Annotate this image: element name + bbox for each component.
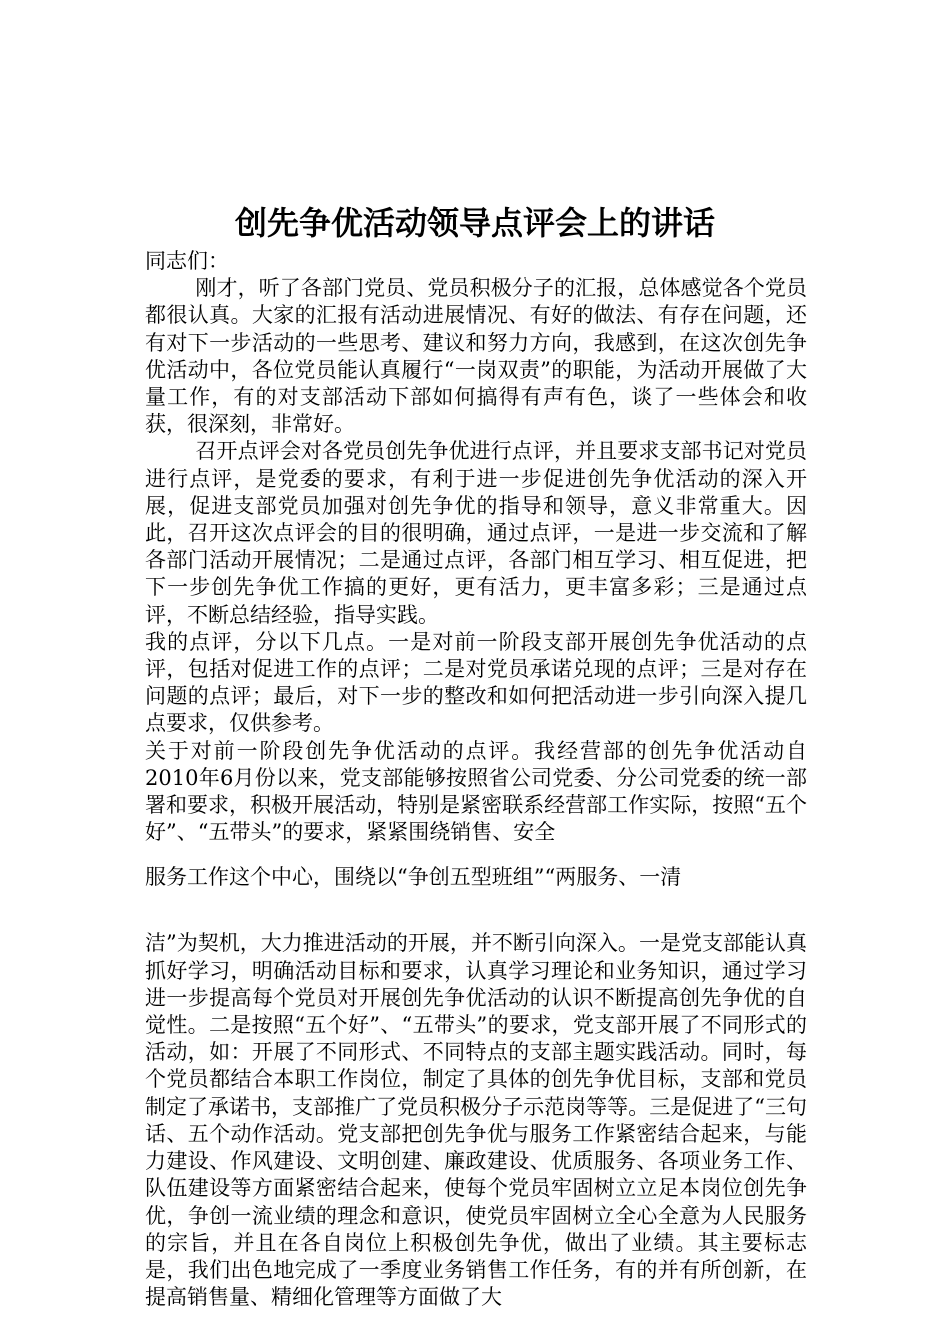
- paragraph-2: 召开点评会对各党员创先争优进行点评，并且要求支部书记对党员进行点评，是党委的要求，有利于进一步促进创先争优活动的深入开展，促进支部党员加强对创先争优的指导和领导，意义非常重大。因此，召开这次点评会的目的很明确，通过点评，一是进一步交流和了解各部门活动开展情况；二是通过点评，各部门相互学习、相互促进，把下一步创先争优工作搞的更好，更有活力，更丰富多彩；三是通过点评，不断总结经验，指导实践。: [145, 439, 807, 627]
- greeting: 同志们：: [145, 249, 229, 273]
- document-body: [145, 248, 807, 1311]
- paragraph-4-continued: 服务工作这个中心，围绕以“争创五型班组”“两服务、一清: [145, 865, 682, 890]
- paragraph-3: 我的点评，分以下几点。一是对前一阶段支部开展创先争优活动的点评，包括对促进工作的点评；二是对党员承诺兑现的点评；三是对存在问题的点评；最后，对下一步的整改和如何把活动进一步引向深入提几点要求，仅供参考。: [145, 629, 807, 736]
- paragraph-5: 洁”为契机，大力推进活动的开展，并不断引向深入。一是党支部能认真抓好学习，明确活动目标和要求，认真学习理论和业务知识，通过学习进一步提高每个党员对开展创先争优活动的认识不断提高创先争优的自觉性。二是按照“五个好”、“五带头”的要求，党支部开展了不同形式的活动，如：开展了不同形式、不同特点的支部主题实践活动。同时，每个党员都结合本职工作岗位，制定了具体的创先争优目标，支部和党员制定了承诺书，支部推广了党员积极分子示范岗等等。三是促进了“三句话、五个动作活动。党支部把创先争优与服务工作紧密结合起来，与能力建设、作风建设、文明创建、廉政建设、优质服务、各项业务工作、队伍建设等方面紧密结合起来，使每个党员牢固树立立足本岗位创先争优，争创一流业绩的理念和意识，使党员牢固树立全心全意为人民服务的宗旨，并且在各自岗位上积极创先争优，做出了业绩。其主要标志是，我们出色地完成了一季度业务销售工作任务，有的并有所创新，在提高销售量、精细化管理等方面做了大: [145, 931, 807, 1310]
- paragraph-1: 刚才，听了各部门党员、党员积极分子的汇报，总体感觉各个党员都很认真。大家的汇报有活动进展情况、有好的做法、有存在问题，还有对下一步活动的一些思考、建议和努力方向，我感到，在这次创先争优活动中，各位党员能认真履行“一岗双责”的职能，为活动开展做了大量工作，有的对支部活动下部如何搞得有声有色，谈了一些体会和收获，很深刻，非常好。: [145, 276, 807, 437]
- document-title: 创先争优活动领导点评会上的讲话: [234, 204, 715, 242]
- paragraph-4: 关于对前一阶段创先争优活动的点评。我经营部的创先争优活动自2010年6月份以来，党支部能够按照省公司党委、分公司党委的统一部署和要求，积极开展活动，特别是紧密联系经营部工作实际，按照“五个好”、“五带头”的要求，紧紧围绕销售、安全: [145, 738, 807, 845]
